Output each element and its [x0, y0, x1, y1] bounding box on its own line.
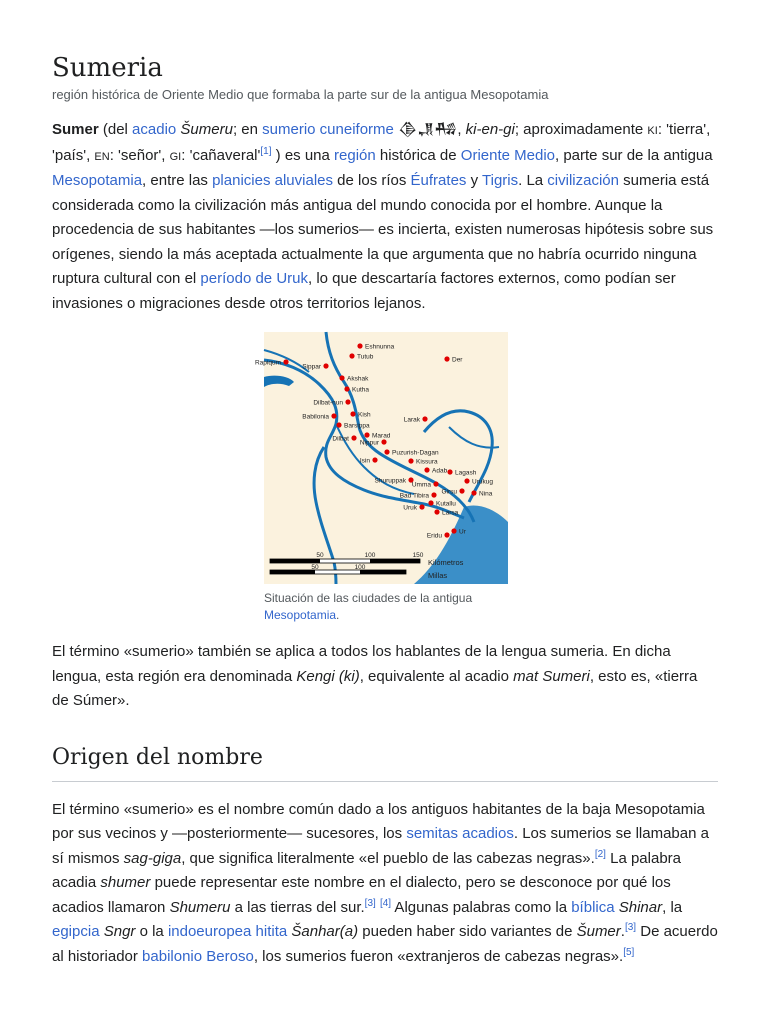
scale-km-label: Kilómetros	[428, 558, 464, 567]
city-label-babilonia: Babilonia	[302, 413, 329, 421]
link-hitita[interactable]: hitita	[255, 923, 288, 940]
city-marker-kish	[350, 411, 355, 416]
city-marker-dilbat-nun	[345, 399, 350, 404]
map-figure	[254, 332, 508, 624]
city-label-ur: Ur	[459, 528, 466, 536]
city-label-nippur: Nippur	[359, 439, 379, 447]
city-label-isin: Isin	[359, 457, 370, 465]
bold-term: Sumer	[52, 121, 99, 138]
city-marker-kutallu	[428, 500, 433, 505]
link-beroso[interactable]: Beroso	[206, 947, 254, 965]
city-label-urukug: Urukug	[472, 478, 493, 486]
city-label-eshnunna: Eshnunna	[365, 343, 395, 351]
city-marker-kissura	[408, 458, 413, 463]
ref-5[interactable]: [5]	[623, 946, 635, 958]
link-tigris[interactable]: Tigris	[482, 172, 519, 189]
city-label-larak: Larak	[403, 416, 420, 424]
ref-4[interactable]: [4]	[379, 897, 392, 909]
city-label-kutallu: Kutallu	[436, 500, 456, 508]
paragraph-2: El término «sumerio» también se aplica a todos los hablantes de la lengua sumeria. En dicha lengua, esta región era denominada Kengi (ki), equivalente al acadio mat Sumeri, esto es, «tierra de Súmer».	[52, 643, 698, 709]
scale-km-tick-50: 50	[316, 552, 324, 559]
city-marker-rapiqum	[283, 359, 288, 364]
city-marker-marad	[364, 432, 369, 437]
map-image[interactable]	[254, 332, 508, 584]
link-oriente-medio[interactable]: Oriente Medio	[460, 146, 555, 164]
city-label-kish: Kish	[358, 411, 371, 419]
city-label-bad-tibira: Bad Tibira	[399, 492, 429, 500]
city-marker-akshak	[339, 375, 344, 380]
city-marker-tutub	[349, 353, 354, 358]
city-marker-babilonia	[331, 413, 336, 418]
city-marker-urukug	[464, 478, 469, 483]
mesopotamia-map	[254, 332, 508, 584]
lake	[264, 376, 294, 387]
city-marker-der	[444, 356, 449, 361]
city-marker-bad-tibira	[431, 492, 436, 497]
city-marker-sippar	[323, 363, 328, 368]
city-marker-larsa	[434, 509, 439, 514]
scale-mi-label: Millas	[428, 571, 448, 580]
link-mesopotamia[interactable]: Mesopotamia	[52, 172, 143, 189]
link-region[interactable]: región	[334, 146, 376, 164]
cuneiform-glyphs: 𒆠𒂗𒄀	[398, 120, 458, 138]
city-marker-kutha	[344, 386, 349, 391]
city-marker-dilbat	[351, 435, 356, 440]
city-marker-eridu	[444, 532, 449, 537]
city-marker-eshnunna	[357, 343, 362, 348]
city-label-larsa: Larsa	[442, 509, 459, 517]
city-marker-puzurish-dagan	[384, 449, 389, 454]
city-label-sippar: Sippar	[302, 363, 321, 371]
link-cuneiforme[interactable]: cuneiforme	[319, 121, 394, 138]
scale-km-tick-150: 150	[412, 552, 424, 559]
city-label-shuruppak: Shuruppak	[374, 477, 406, 485]
ref-3[interactable]: [3]	[364, 897, 376, 909]
city-marker-girsu	[459, 488, 464, 493]
city-marker-uruk	[419, 504, 424, 509]
city-label-lagash: Lagash	[455, 469, 477, 477]
link-egipcia[interactable]: egipcia	[52, 923, 100, 940]
city-label-kutha: Kutha	[352, 386, 369, 394]
scale-mi-tick-100: 100	[354, 564, 366, 571]
city-label-der: Der	[452, 356, 463, 364]
city-marker-nina	[471, 490, 476, 495]
city-label-barsippa: Barsippa	[344, 422, 370, 430]
city-marker-adab	[424, 467, 429, 472]
city-marker-barsippa	[336, 422, 341, 427]
city-label-eridu: Eridu	[426, 532, 442, 540]
city-label-dilbat: Dilbat	[332, 435, 349, 443]
link-semitas-acadios[interactable]: semitas acadios	[406, 825, 514, 842]
link-periodo-uruk[interactable]: período de Uruk	[200, 270, 308, 287]
city-label-umma: Umma	[411, 481, 431, 489]
ref-2[interactable]: [2]	[594, 848, 606, 860]
city-marker-umma	[433, 481, 438, 486]
ref-3b[interactable]: [3]	[624, 922, 637, 933]
city-label-marad: Marad	[372, 432, 391, 440]
page-subtitle: región histórica de Oriente Medio que formaba la parte sur de la antigua Mesopotamia	[52, 87, 549, 102]
city-label-adab: Adab	[432, 467, 448, 475]
link-civilizacion[interactable]: civilización	[547, 172, 619, 189]
city-label-tutub: Tutub	[357, 353, 374, 361]
city-label-nina: Nina	[479, 490, 493, 498]
scale-km	[270, 559, 420, 563]
figure-caption: Situación de las ciudades de la antigua Mesopotamia.	[264, 591, 473, 622]
article	[52, 50, 718, 969]
scale-mi-tick-50: 50	[311, 564, 319, 571]
city-marker-isin	[372, 457, 377, 462]
section-heading-origen: Origen del nombre	[52, 741, 718, 782]
city-label-akshak: Akshak	[347, 375, 369, 383]
city-label-rapiqum: Rapiqum	[254, 359, 281, 367]
link-indoeuropea[interactable]: indoeuropea	[167, 923, 252, 940]
city-label-uruk: Uruk	[403, 504, 417, 512]
link-eufrates[interactable]: Éufrates	[410, 172, 467, 189]
city-label-puzurish-dagan: Puzurish-Dagan	[392, 449, 439, 457]
city-marker-lagash	[447, 469, 452, 474]
link-acadio[interactable]: acadio	[132, 121, 177, 138]
link-babilonio[interactable]: babilonio	[142, 947, 203, 965]
city-label-kissura: Kissura	[416, 458, 438, 466]
scale-km-tick-100: 100	[364, 552, 376, 559]
city-marker-nippur	[381, 439, 386, 444]
link-planicies[interactable]: planicies aluviales	[212, 172, 333, 189]
lead-paragraph: Sumer (del acadio Šumeru; en sumerio cuneiforme 𒆠𒂗𒄀, ki-en-gi; aproximadamente KI: 'tierra', 'país', EN: 'señor', GI: 'cañaveral'[1] ) es una región histórica de Oriente Medio, parte sur de la antigua Mesopotamia, entre las planicies aluviales de los ríos Éufrates y Tigris. La civilización sumeria está considerada como la civilización más antigua del mundo conocida por el hombre. Aunque la procedencia de sus habitantes —los sumerios— es incierta, existen numerosas hipótesis sobre sus orígenes, siendo la más aceptada actualmente la que argumenta que no habría ocurrido ninguna ruptura cultural con el período de Uruk, lo que descartaría factores externos, como podían ser invasiones o migraciones desde otros territorios lejanos.	[52, 120, 714, 312]
city-marker-ur	[451, 528, 456, 533]
scale-mi	[270, 570, 406, 574]
city-label-dilbat-nun: Dilbat-nun	[313, 399, 343, 407]
link-sumerio[interactable]: sumerio	[262, 121, 316, 138]
link-biblica[interactable]: bíblica	[571, 898, 615, 916]
link-caption-mesopotamia[interactable]: Mesopotamia	[264, 608, 337, 622]
ref-1[interactable]: [1]	[260, 145, 272, 157]
city-marker-larak	[422, 416, 427, 421]
city-label-girsu: Girsu	[441, 488, 457, 496]
page-title: Sumeria	[52, 53, 163, 83]
paragraph-3: El término «sumerio» es el nombre común dado a los antiguos habitantes de la baja Mesopotamia por sus vecinos y —posteriormente— sucesores, los semitas acadios. Los sumerios se llamaban a sí mismos sag-giga, que significa literalmente «el pueblo de las cabezas negras».[2] La palabra acadia shumer puede representar este nombre en el dialecto, pero se desconoce por qué los acadios llamaron Shumeru a las tierras del sur.[3] [4] Algunas palabras como la bíblica Shinar, la egipcia Sngr o la indoeuropea hitita Šanhar(a) pueden haber sido variantes de Šumer.[3] De acuerdo al historiador babilonio Beroso, los sumerios fueron «extranjeros de cabezas negras».[5]	[52, 800, 718, 965]
